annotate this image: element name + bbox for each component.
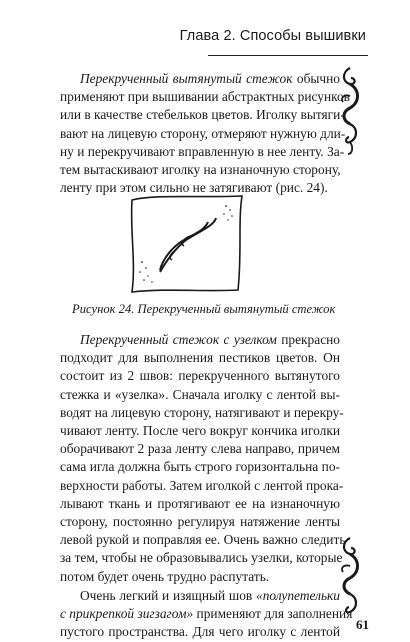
figure-caption: Рисунок 24. Перекрученный вытянутый стежок [72, 302, 336, 316]
chapter-title: Глава 2. Способы вышивки [179, 28, 366, 44]
paragraph-2 [60, 331, 346, 586]
text-line: тем вытаскивают иголку на изнаночную сторону, [60, 162, 341, 178]
text-line: сторону, постоянно регулируя натяжение ленты [60, 514, 340, 530]
text-line: Перекрученный вытянутый стежок обычно [80, 71, 340, 86]
text-line: чивают ленту. После чего вокруг кончика иголки [60, 423, 340, 439]
running-header [0, 28, 410, 68]
text-line: верхности работы. Затем иголкой с лентой прока- [60, 477, 344, 493]
paragraph-3 [60, 587, 353, 642]
text-line: применяют при вышивании абстрактных рисунков [60, 89, 350, 105]
text-line: Перекрученный стежок с узелком прекрасно [80, 332, 340, 347]
figure-24-illustration [126, 192, 248, 298]
header-rule [208, 55, 368, 56]
text-line: с прикрепкой зигзагом» применяют для заполнения [60, 606, 353, 622]
flourish-ornament-icon [334, 536, 368, 626]
text-line: стежка и «узелка». Сначала иголку с лентой вы- [60, 386, 340, 402]
text-line: сама игла должна быть строго горизонтальна по- [60, 459, 340, 475]
text-line: ленту при этом сильно не затягивают (рис. 24). [60, 180, 328, 196]
text-line: водят на лицевую сторону, натягивают и перекру- [60, 404, 344, 420]
text-line: потом будет очень трудно распутать. [60, 568, 270, 584]
paragraph-1 [60, 70, 350, 197]
text-line: Очень легкий и изящный шов «полупетельки [80, 588, 340, 603]
text-line: за тем, чтобы не образовывались узелки, которые [60, 550, 343, 566]
text-line: подходит для выполнения пестиков цветов. Он [60, 350, 340, 366]
text-line: вают на лицевую сторону, отмеряют нужную дли- [60, 125, 346, 141]
text-line: ну и перекручивают вправленную в нее ленту. За- [60, 143, 345, 159]
text-line: левой рукой и поправляя ее. Очень важно следить [60, 532, 346, 548]
text-line: или в качестве стебельков цветов. Иголку вытяги- [60, 107, 345, 123]
text-line: состоит из 2 швов: перекрученного вытянутого [60, 368, 340, 384]
page-number: 61 [356, 617, 369, 632]
text-line: пустого пространства. Для чего иголку с лентой [60, 624, 340, 640]
text-line: оборачивают 2 раза ленту слева направо, причем [60, 441, 340, 457]
text-line: лывают ткань и протягивают ее на изнаночную [60, 495, 340, 511]
